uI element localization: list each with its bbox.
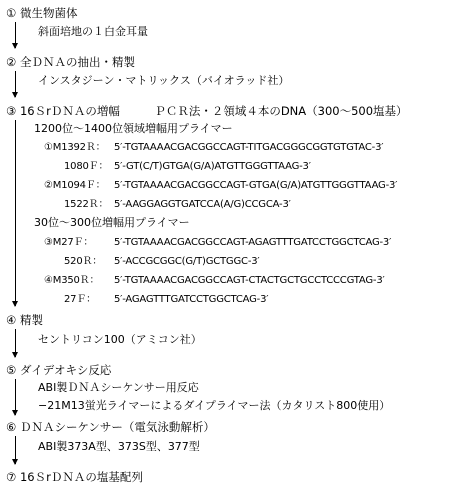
primer-sequence: 5′-TGTAAAACGACGGCCAGT-CTACTGCTGCCTCCCGTAG-3′ bbox=[114, 275, 385, 286]
primer-name: 1080Ｆ： bbox=[64, 161, 109, 172]
step-1-label: ① 微生物菌体 bbox=[6, 6, 78, 20]
step-2-label: ② 全ＤＮＡの抽出・精製 bbox=[6, 55, 135, 69]
primer-name: ④M350Ｒ： bbox=[44, 275, 100, 286]
primer-group-2-title: 30位～300位増幅用プライマー bbox=[34, 216, 190, 229]
primer-name: 27Ｆ： bbox=[64, 294, 96, 305]
down-arrow-icon bbox=[15, 71, 16, 97]
down-arrow-icon bbox=[15, 120, 16, 306]
step-7-label: ⑦ 16ＳrＤＮＡの塩基配列 bbox=[6, 470, 143, 484]
step-3-label: ③ 16ＳrＤＮＡの増幅 ＰＣＲ法・２領域４本のDNA（300～500塩基） bbox=[6, 104, 408, 118]
step-4-label: ④ 精製 bbox=[6, 313, 43, 327]
primer-sequence: 5′-ACCGCGGC(G/T)GCTGGC-3′ bbox=[114, 256, 260, 267]
primer-name: 1522Ｒ： bbox=[64, 199, 109, 210]
primer-group-1-title: 1200位～1400位領域増幅用プライマー bbox=[34, 122, 233, 135]
primer-sequence: 5′-AAGGAGGTGATCCA(A/G)CCGCA-3′ bbox=[114, 199, 291, 210]
step-6-label: ⑥ ＤＮＡシーケンサー（電気泳動解析） bbox=[6, 420, 215, 434]
down-arrow-icon bbox=[15, 436, 16, 464]
down-arrow-icon bbox=[15, 329, 16, 357]
primer-name: ③M27Ｆ： bbox=[44, 237, 94, 248]
primer-name: ②M1094Ｆ： bbox=[44, 180, 106, 191]
step-1-sub: 斜面培地の１白金耳量 bbox=[38, 25, 148, 38]
step-2-sub: インスタジーン・マトリックス（バイオラッド社） bbox=[38, 74, 290, 87]
down-arrow-icon bbox=[15, 379, 16, 415]
primer-name: 520Ｒ： bbox=[64, 256, 103, 267]
primer-name: ①M1392Ｒ： bbox=[44, 142, 106, 153]
primer-sequence: 5′-AGAGTTTGATCCTGGCTCAG-3′ bbox=[114, 294, 269, 305]
primer-sequence: 5′-TGTAAAACGACGGCCAGT-AGAGTTTGATCCTGGCTCAG-3′ bbox=[114, 237, 392, 248]
step-4-sub: セントリコン100（アミコン社） bbox=[38, 333, 202, 346]
primer-sequence: 5′-TGTAAAACGACGGCCAGT-GTGA(G/A)ATGTTGGGTTAAG-3′ bbox=[114, 180, 398, 191]
step-5-sub-2: −21M13蛍光ライマーによるダイプライマー法（カタリスト800使用） bbox=[38, 399, 391, 412]
primer-sequence: 5′-GT(C/T)GTGA(G/A)ATGTTGGGTTAAG-3′ bbox=[114, 161, 311, 172]
step-5-label: ⑤ ダイデオキシ反応 bbox=[6, 363, 112, 377]
primer-sequence: 5′-TGTAAAACGACGGCCAGT-TITGACGGGCGGTGTGTAC-3′ bbox=[114, 142, 384, 153]
step-5-sub-1: ABI製ＤＮＡシーケンサー用反応 bbox=[38, 381, 199, 394]
step-6-sub: ABI製373A型、373S型、377型 bbox=[38, 440, 200, 453]
down-arrow-icon bbox=[15, 22, 16, 48]
